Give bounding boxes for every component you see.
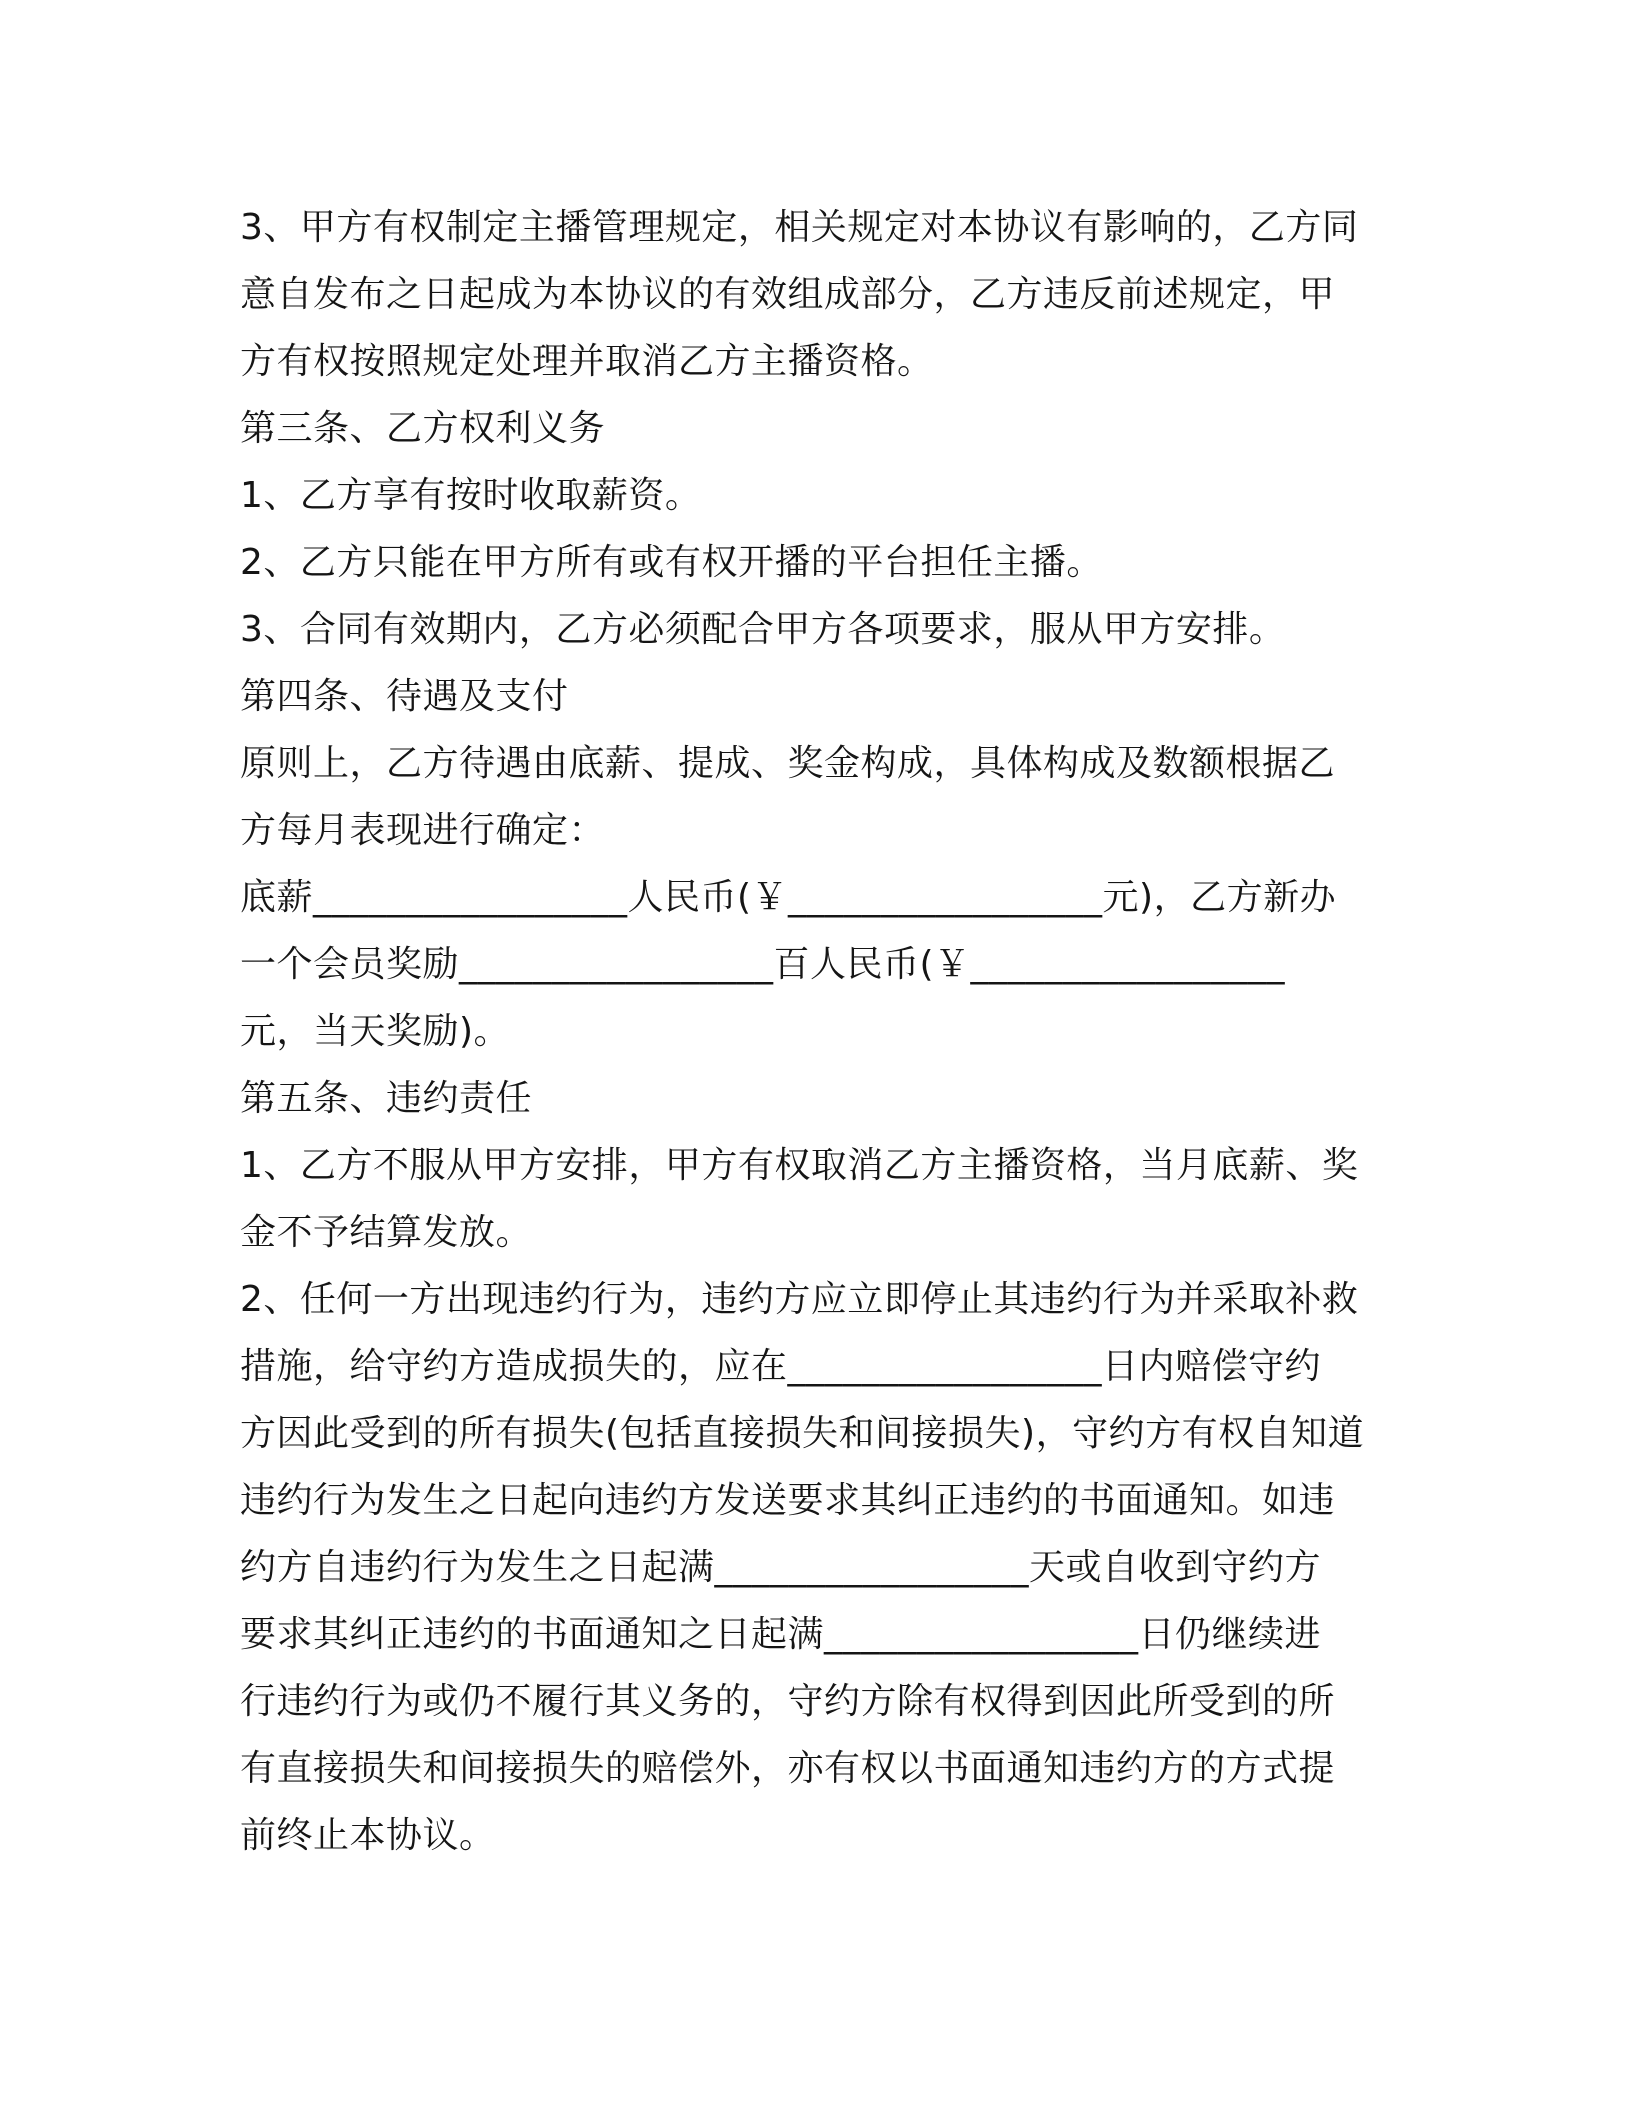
text-line: 一个会员奖励_________________百人民币(￥_________________ (240, 944, 1286, 985)
text-line: 底薪_________________人民币(￥_________________元)，乙方新办 (240, 877, 1337, 918)
text-line: 2、乙方只能在甲方所有或有权开播的平台担任主播。 (240, 542, 1103, 583)
text-line: 1、乙方享有按时收取薪资。 (240, 475, 702, 516)
text-line: 1、乙方不服从甲方安排，甲方有权取消乙方主播资格，当月底薪、奖 (240, 1145, 1359, 1186)
text-line: 3、合同有效期内，乙方必须配合甲方各项要求，服从甲方安排。 (240, 609, 1286, 650)
section-heading: 第三条、乙方权利义务 (240, 408, 606, 449)
text-line: 要求其纠正违约的书面通知之日起满_________________日仍继续进 (240, 1614, 1322, 1655)
text-line: 约方自违约行为发生之日起满_________________天或自收到守约方 (240, 1547, 1322, 1588)
section-heading: 第五条、违约责任 (240, 1078, 533, 1119)
text-line: 行违约行为或仍不履行其义务的，守约方除有权得到因此所受到的所 (240, 1681, 1336, 1722)
text-line: 原则上，乙方待遇由底薪、提成、奖金构成，具体构成及数额根据乙 (240, 743, 1336, 784)
text-line: 元，当天奖励)。 (240, 1011, 511, 1052)
text-line: 方因此受到的所有损失(包括直接损失和间接损失)，守约方有权自知道 (240, 1413, 1365, 1454)
text-line: 方有权按照规定处理并取消乙方主播资格。 (240, 341, 934, 382)
text-line: 2、任何一方出现违约行为，违约方应立即停止其违约行为并采取补救 (240, 1279, 1359, 1320)
text-line: 方每月表现进行确定： (240, 810, 606, 851)
text-line: 前终止本协议。 (240, 1815, 496, 1856)
text-line: 3、甲方有权制定主播管理规定，相关规定对本协议有影响的，乙方同 (240, 207, 1359, 248)
document-body (240, 194, 1400, 1869)
section-heading: 第四条、待遇及支付 (240, 676, 569, 717)
text-line: 违约行为发生之日起向违约方发送要求其纠正违约的书面通知。如违 (240, 1480, 1336, 1521)
text-line: 金不予结算发放。 (240, 1212, 533, 1253)
text-line: 措施，给守约方造成损失的，应在_________________日内赔偿守约 (240, 1346, 1322, 1387)
text-line: 有直接损失和间接损失的赔偿外，亦有权以书面通知违约方的方式提 (240, 1748, 1336, 1789)
text-line: 意自发布之日起成为本协议的有效组成部分，乙方违反前述规定，甲 (240, 274, 1336, 315)
